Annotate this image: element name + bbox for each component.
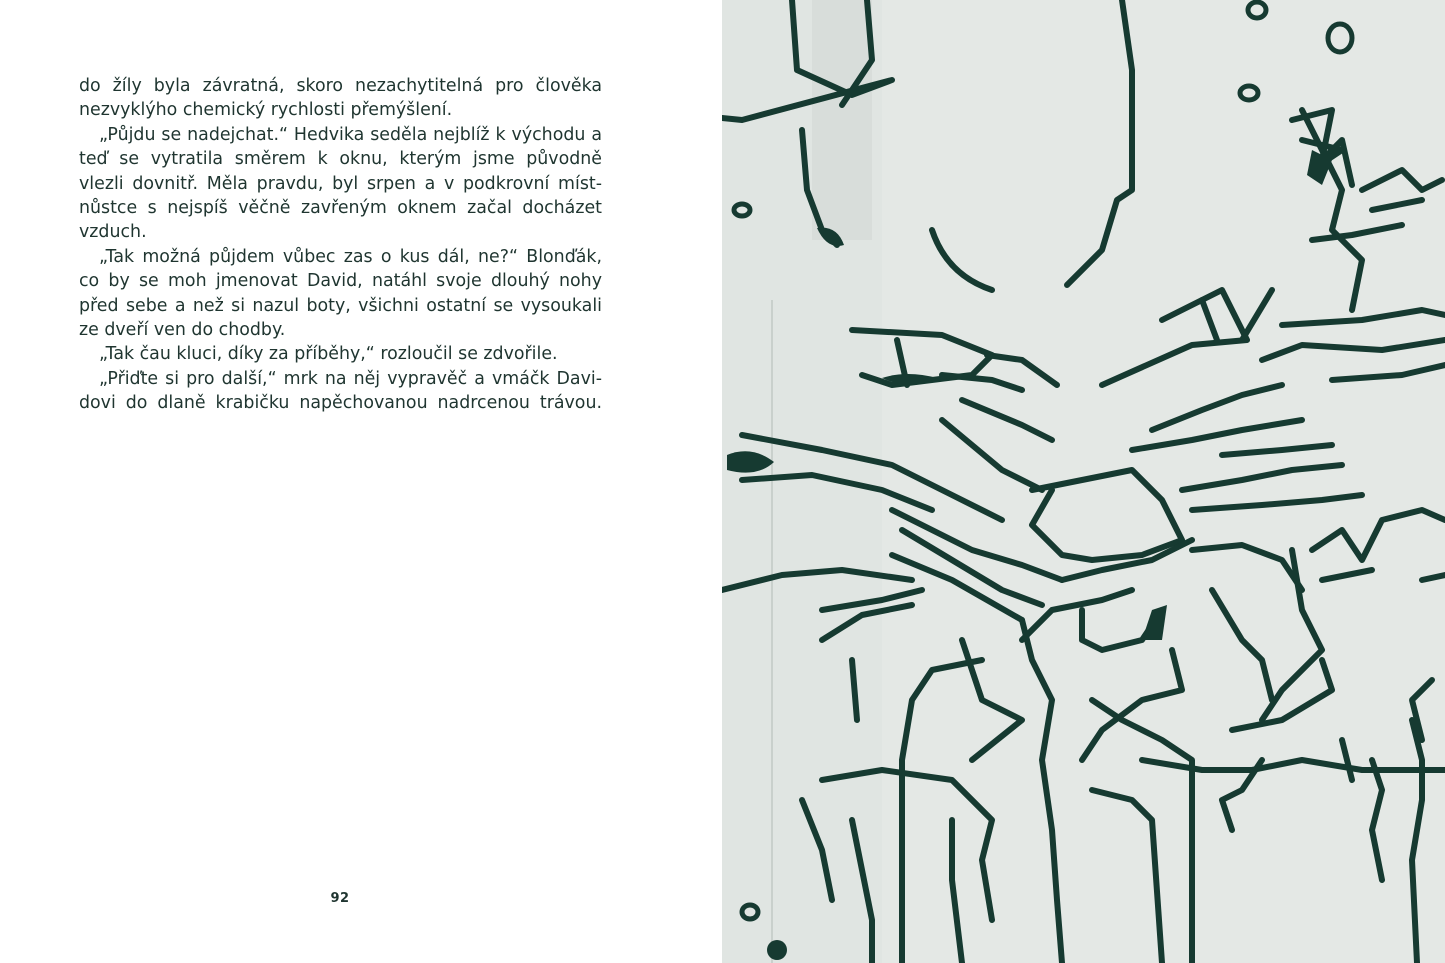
body-text [79, 74, 602, 416]
paragraph: „Přiďte si pro další,“ mrk na něj vypravěč a vmáčk Davidovi do dlaně krabičku napěchovanou nadrcenou trávou. [79, 368, 602, 414]
paragraph: „Tak možná půjdem vůbec zas o kus dál, ne?“ Blonďák, co by se moh jmenovat David, natáhl svoje dlouhý nohy před sebe a než si nazul boty, všichni ostatní se vysoukali ze dveří ven do chodby. [79, 246, 602, 341]
paragraph: „Půjdu se nadejchat.“ Hedvika seděla nejblíž k východu a teď se vytratila směrem k oknu, kterým jsme původně vlezli dovnitř. Měla pravdu, byl srpen a v podkrovní místnůstce s nejspíš věčně zavřeným oknem začal docházet vzduch. [79, 124, 602, 243]
paragraph: do žíly byla závratná, skoro nezachytitelná pro člověka nezvyklýho chemický rychlosti přemýšlení. [79, 76, 602, 121]
left-page [0, 0, 722, 963]
paragraph: „Tak čau kluci, díky za příběhy,“ rozloučil se zdvořile. [99, 344, 558, 365]
cat-face-drawing-icon [722, 0, 1445, 963]
illustration-page [722, 0, 1445, 963]
page-number: 92 [330, 891, 350, 906]
